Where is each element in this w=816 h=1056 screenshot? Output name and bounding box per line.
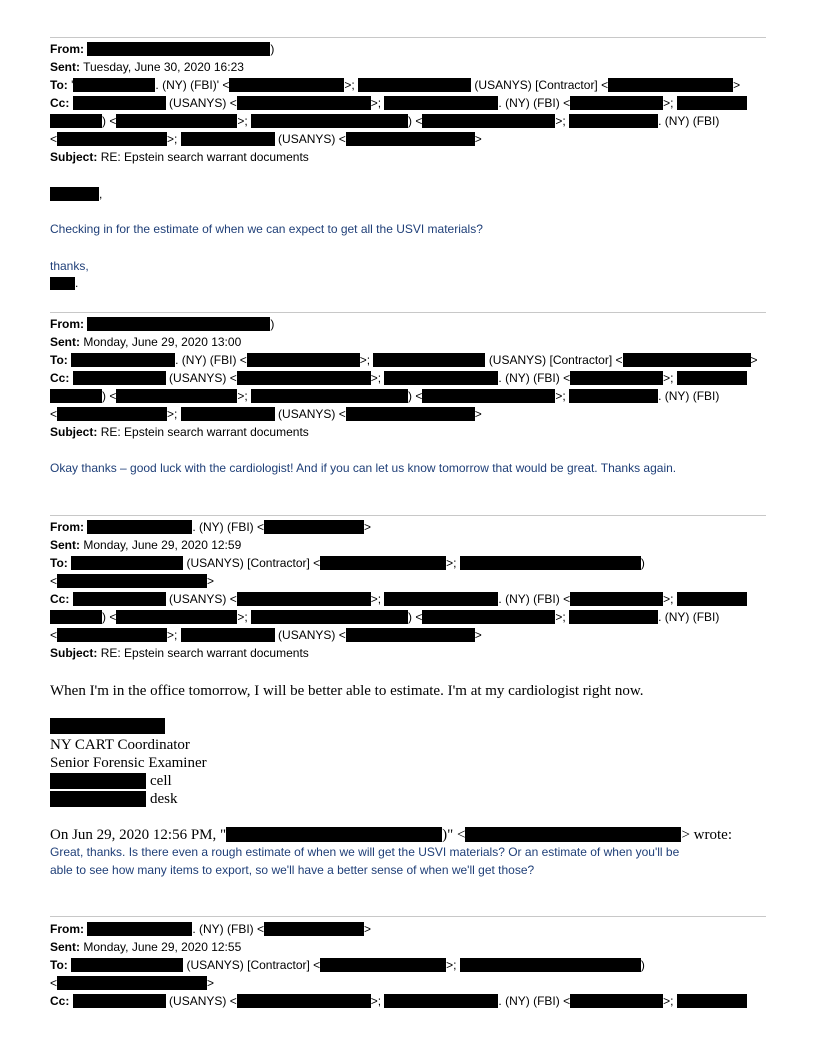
redaction-block bbox=[71, 353, 175, 367]
email2-subject-line: Subject: RE: Epstein search warrant documents bbox=[50, 425, 309, 439]
redaction-block bbox=[677, 994, 747, 1008]
redaction-block bbox=[181, 132, 275, 146]
redaction-block bbox=[73, 592, 166, 606]
cc-label: Cc: bbox=[50, 96, 70, 110]
redaction-block bbox=[50, 791, 146, 807]
redaction-block bbox=[237, 371, 371, 385]
email1-cc-line-2: ) < >; ) < >; . (NY) (FBI) bbox=[50, 114, 719, 129]
redaction-block bbox=[264, 922, 364, 936]
redaction-block bbox=[57, 628, 167, 642]
redaction-block bbox=[384, 96, 498, 110]
separator-line bbox=[50, 916, 766, 917]
redaction-block bbox=[73, 371, 166, 385]
redaction-block bbox=[50, 114, 102, 128]
redaction-block bbox=[50, 718, 165, 734]
redaction-block bbox=[422, 610, 555, 624]
redaction-block bbox=[346, 407, 475, 421]
email2-body: Okay thanks – good luck with the cardiologist! And if you can let us know tomorrow that would be great. Thanks again. bbox=[50, 461, 677, 475]
redaction-block bbox=[569, 610, 658, 624]
redaction-block bbox=[460, 958, 641, 972]
email4-sent-line: Sent: Monday, June 29, 2020 12:55 bbox=[50, 940, 242, 954]
redaction-block bbox=[422, 389, 555, 403]
signature-title-2: Senior Forensic Examiner bbox=[50, 755, 207, 771]
subject-label: Subject: bbox=[50, 150, 98, 164]
redaction-block bbox=[181, 407, 275, 421]
email1-cc-line-3: < >; (USANYS) < > bbox=[50, 132, 482, 146]
quote-header: On Jun 29, 2020 12:56 PM, " )" < > wrote: bbox=[50, 827, 732, 843]
email2-to-line: To: . (NY) (FBI) < >; (USANYS) [Contractor] < > bbox=[50, 353, 758, 367]
email4-from-line: From: . (NY) (FBI) < > bbox=[50, 922, 372, 936]
separator-line bbox=[50, 515, 766, 516]
email3-body: When I'm in the office tomorrow, I will be better able to estimate. I'm at my cardiologist right now. bbox=[50, 683, 644, 699]
subject-text: RE: Epstein search warrant documents bbox=[100, 646, 309, 660]
email3-to-line-2: < > bbox=[50, 574, 215, 588]
signature-cell-label: cell bbox=[150, 773, 172, 789]
email2-cc-line-3: < >; (USANYS) < > bbox=[50, 407, 482, 421]
email1-to-line: To: ' . (NY) (FBI)' < >; (USANYS) [Contractor] < > bbox=[50, 78, 741, 92]
sent-date: Monday, June 29, 2020 12:55 bbox=[83, 940, 242, 954]
sent-date: Tuesday, June 30, 2020 16:23 bbox=[83, 60, 244, 74]
redaction-block bbox=[87, 42, 270, 56]
redaction-block bbox=[237, 592, 371, 606]
redaction-block bbox=[384, 592, 498, 606]
greeting-comma: , bbox=[99, 187, 103, 201]
redaction-block bbox=[87, 922, 192, 936]
redaction-block bbox=[116, 114, 237, 128]
signature-period: . bbox=[75, 276, 79, 290]
redaction-block bbox=[73, 96, 166, 110]
redaction-block bbox=[237, 994, 371, 1008]
quoted-line-1: Great, thanks. Is there even a rough estimate of when we will get the USVI materials? Or an estimate of when you'll be bbox=[50, 845, 680, 859]
redaction-block bbox=[71, 556, 183, 570]
email1-body: Checking in for the estimate of when we can expect to get all the USVI materials? bbox=[50, 222, 483, 236]
subject-text: RE: Epstein search warrant documents bbox=[100, 150, 309, 164]
sent-label: Sent: bbox=[50, 60, 80, 74]
redaction-block bbox=[460, 556, 641, 570]
redaction-block bbox=[116, 389, 237, 403]
redaction-block bbox=[226, 827, 442, 842]
subject-text: RE: Epstein search warrant documents bbox=[100, 425, 309, 439]
signature-title-1: NY CART Coordinator bbox=[50, 737, 190, 753]
email1-subject-line bbox=[50, 150, 309, 165]
quoted-line-2: able to see how many items to export, so we'll have a better sense of when we'll get those? bbox=[50, 863, 535, 877]
redaction-block bbox=[422, 114, 555, 128]
redaction-block bbox=[346, 628, 475, 642]
redaction-block bbox=[87, 317, 270, 331]
redaction-block bbox=[346, 132, 475, 146]
redaction-block bbox=[87, 520, 192, 534]
redaction-block bbox=[50, 773, 146, 789]
redaction-block bbox=[384, 994, 498, 1008]
redaction-block bbox=[570, 994, 663, 1008]
email3-from-line: From: . (NY) (FBI) < > bbox=[50, 520, 372, 534]
redaction-block bbox=[677, 592, 747, 606]
redaction-block bbox=[251, 114, 408, 128]
email1-from-line: From: ) bbox=[50, 42, 275, 56]
email3-subject-line: Subject: RE: Epstein search warrant documents bbox=[50, 646, 309, 660]
redaction-block bbox=[569, 114, 658, 128]
redaction-block bbox=[116, 610, 237, 624]
redaction-block bbox=[73, 994, 166, 1008]
redaction-block bbox=[251, 610, 408, 624]
sent-date: Monday, June 29, 2020 13:00 bbox=[83, 335, 242, 349]
redaction-block bbox=[570, 371, 663, 385]
email2-cc-line: Cc: (USANYS) < >; . (NY) (FBI) < >; bbox=[50, 371, 747, 386]
redaction-block bbox=[384, 371, 498, 385]
redaction-block bbox=[57, 407, 167, 421]
email1-cc-line: Cc: (USANYS) < >; . (NY) (FBI) < >; bbox=[50, 96, 747, 111]
separator-line bbox=[50, 37, 766, 38]
email4-to-line-2: < > bbox=[50, 976, 215, 990]
redaction-block bbox=[229, 78, 344, 92]
redaction-block bbox=[569, 389, 658, 403]
from-label: From: bbox=[50, 42, 84, 56]
separator-line bbox=[50, 312, 766, 313]
redaction-block bbox=[264, 520, 364, 534]
email2-cc-line-2: ) < >; ) < >; . (NY) (FBI) bbox=[50, 389, 719, 404]
email4-to-line: To: (USANYS) [Contractor] < >; ) bbox=[50, 958, 645, 972]
redaction-block bbox=[608, 78, 733, 92]
email3-cc-line-3: < >; (USANYS) < > bbox=[50, 628, 482, 642]
redaction-block bbox=[358, 78, 471, 92]
redaction-block bbox=[50, 187, 99, 201]
redaction-block bbox=[251, 389, 408, 403]
redaction-block bbox=[73, 78, 155, 92]
signature-desk-label: desk bbox=[150, 791, 178, 807]
redaction-block bbox=[247, 353, 360, 367]
email2-sent-line: Sent: Monday, June 29, 2020 13:00 bbox=[50, 335, 242, 349]
email3-sent-line: Sent: Monday, June 29, 2020 12:59 bbox=[50, 538, 242, 552]
email3-cc-line: Cc: (USANYS) < >; . (NY) (FBI) < >; bbox=[50, 592, 747, 607]
redaction-block bbox=[570, 592, 663, 606]
redaction-block bbox=[50, 389, 102, 403]
redaction-block bbox=[465, 827, 681, 842]
redaction-block bbox=[677, 371, 747, 385]
redaction-block bbox=[71, 958, 183, 972]
redaction-block bbox=[57, 132, 167, 146]
redaction-block bbox=[570, 96, 663, 110]
redaction-block bbox=[181, 628, 275, 642]
redaction-block bbox=[677, 96, 747, 110]
email3-to-line: To: (USANYS) [Contractor] < >; ) bbox=[50, 556, 645, 570]
redaction-block bbox=[623, 353, 751, 367]
redaction-block bbox=[320, 556, 446, 570]
email3-cc-line-2: ) < >; ) < >; . (NY) (FBI) bbox=[50, 610, 719, 625]
to-label: To: bbox=[50, 78, 68, 92]
email1-sent-line bbox=[50, 60, 244, 75]
email1-signoff: thanks, bbox=[50, 259, 89, 273]
redaction-block bbox=[237, 96, 371, 110]
redaction-block bbox=[320, 958, 446, 972]
email4-cc-line: Cc: (USANYS) < >; . (NY) (FBI) < >; bbox=[50, 994, 747, 1009]
sent-date: Monday, June 29, 2020 12:59 bbox=[83, 538, 242, 552]
redaction-block bbox=[57, 976, 207, 990]
redaction-block bbox=[373, 353, 485, 367]
redaction-block bbox=[50, 277, 75, 290]
redaction-block bbox=[50, 610, 102, 624]
email2-from-line: From: ) bbox=[50, 317, 275, 331]
redaction-block bbox=[57, 574, 207, 588]
